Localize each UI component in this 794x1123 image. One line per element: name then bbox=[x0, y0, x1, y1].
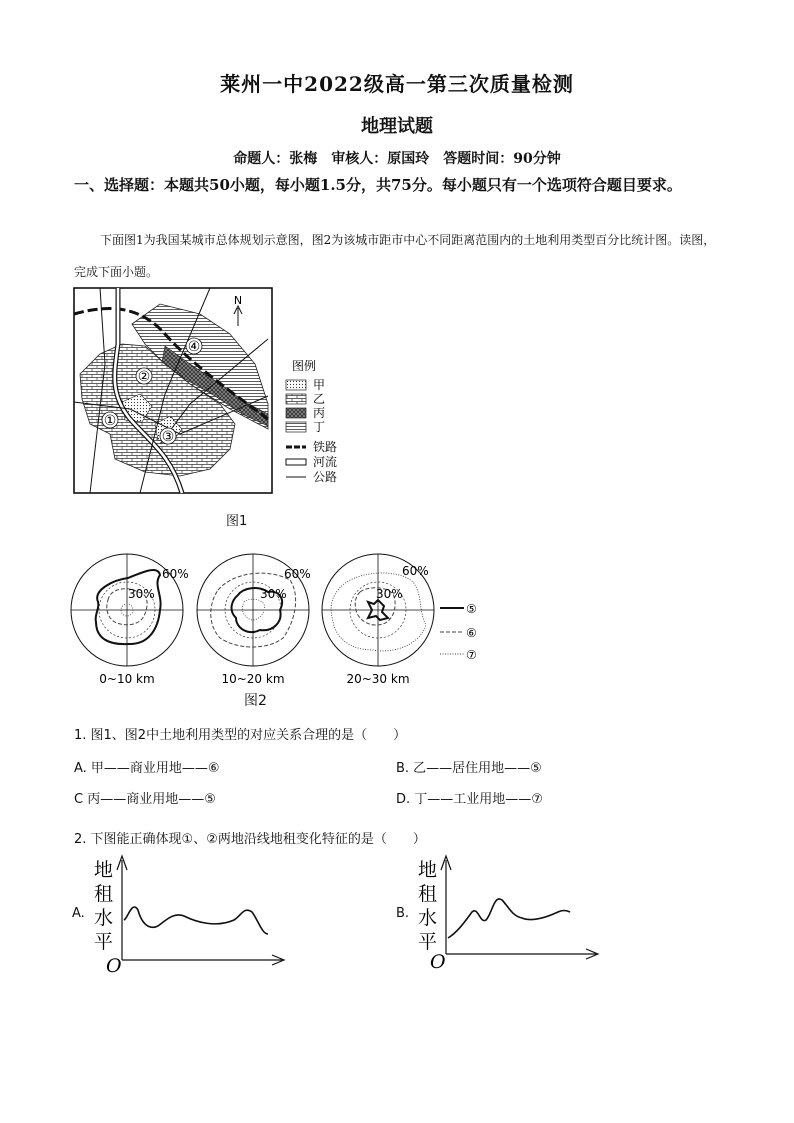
ring-label-60-p3: 60% bbox=[402, 564, 429, 578]
legend-item-jia: 甲 bbox=[313, 378, 326, 392]
question-1-option-d[interactable]: D. 丁——工业用地——⑦ bbox=[396, 792, 543, 807]
ring-label-30-p1: 30% bbox=[128, 587, 155, 601]
figure1-caption: 图1 bbox=[226, 514, 248, 529]
marker-1: ① bbox=[103, 413, 117, 429]
rent-ylabel-b-1: 地 bbox=[418, 859, 438, 881]
legend-title: 图例 bbox=[292, 359, 317, 373]
rent-ylabel-a-2: 租 bbox=[94, 883, 114, 905]
section-heading: 一、选择题：本题共50小题，每小题1.5分，共75分。每小题只有一个选项符合题目要求。 bbox=[74, 176, 682, 194]
rent-ylabel-a-3: 水 bbox=[94, 907, 114, 929]
question-2-stem: 2. 下图能正确体现①、②两地沿线地租变化特征的是（ ） bbox=[74, 832, 426, 847]
polar-panel-2 bbox=[197, 554, 311, 666]
figure2-polar-charts bbox=[68, 550, 498, 710]
legend-river-symbol bbox=[286, 459, 306, 465]
ring-label-60-p2: 60% bbox=[284, 567, 311, 581]
legend-item-bing: 丙 bbox=[313, 406, 326, 420]
legend-swatch-jia bbox=[286, 380, 306, 390]
legend-item-yi: 乙 bbox=[313, 392, 326, 406]
rent-ylabel-b-2: 租 bbox=[418, 883, 438, 905]
legend-item-railway: 铁路 bbox=[313, 440, 338, 454]
intro-paragraph: 下面图1为我国某城市总体规划示意图，图2为该城市距市中心不同距离范围内的土地利用类型百分比统计图。读图，完成下面小题。 bbox=[74, 233, 716, 279]
marker-3: ③ bbox=[161, 429, 175, 445]
marker-2: ② bbox=[137, 369, 151, 385]
legend-label-5: ⑤ bbox=[466, 602, 477, 616]
question-1-option-b[interactable]: B. 乙——居住用地——⑤ bbox=[396, 761, 542, 776]
marker-4: ④ bbox=[187, 339, 201, 355]
figure2-caption: 图2 bbox=[244, 693, 267, 709]
legend-label-6: ⑥ bbox=[466, 626, 477, 640]
rent-ylabel-a-4: 平 bbox=[94, 931, 114, 953]
question-2-option-a[interactable]: A. bbox=[72, 906, 85, 921]
rent-chart-a bbox=[86, 850, 286, 980]
legend-item-ding: 丁 bbox=[313, 420, 326, 434]
rent-ylabel-b-4: 平 bbox=[418, 931, 438, 953]
legend-item-river: 河流 bbox=[313, 455, 338, 469]
figure1-map bbox=[70, 284, 360, 499]
question-1-option-c[interactable]: C 丙——商业用地——⑤ bbox=[74, 792, 216, 807]
rent-origin-b: O bbox=[430, 951, 446, 973]
ring-label-60-p1: 60% bbox=[162, 567, 189, 581]
polar-panel-1 bbox=[71, 554, 189, 666]
question-1-stem: 1. 图1、图2中土地利用类型的对应关系合理的是（ ） bbox=[74, 728, 407, 743]
legend-swatch-yi bbox=[286, 394, 306, 404]
rent-chart-b bbox=[410, 850, 610, 980]
legend-label-7: ⑦ bbox=[466, 648, 477, 662]
legend-swatch-bing bbox=[286, 408, 306, 418]
question-2-option-b[interactable]: B. bbox=[396, 906, 410, 921]
rent-ylabel-a-1: 地 bbox=[94, 859, 114, 881]
figure1-legend bbox=[286, 358, 337, 484]
rent-origin-a: O bbox=[106, 955, 122, 977]
question-1-option-a[interactable]: A. 甲——商业用地——⑥ bbox=[74, 761, 220, 776]
panel-label-1: 0~10 km bbox=[99, 672, 155, 686]
legend-swatch-ding bbox=[286, 422, 306, 432]
panel-label-3: 20~30 km bbox=[346, 672, 410, 686]
panel-label-2: 10~20 km bbox=[221, 672, 285, 686]
rent-ylabel-b-3: 水 bbox=[418, 907, 438, 929]
rent-curve-b bbox=[448, 899, 570, 938]
exam-subject: 地理试题 bbox=[361, 116, 433, 137]
exam-authors: 命题人：张梅 审核人：原国玲 答题时间：90分钟 bbox=[233, 151, 561, 167]
legend-item-road: 公路 bbox=[313, 470, 338, 484]
exam-title: 莱州一中2022级高一第三次质量检测 bbox=[220, 72, 574, 96]
north-label: N bbox=[233, 294, 243, 307]
rent-curve-a bbox=[124, 907, 268, 934]
ring-label-30-p2: 30% bbox=[260, 587, 287, 601]
polar-panel-3 bbox=[322, 554, 434, 666]
ring-label-30-p3: 30% bbox=[376, 587, 403, 601]
